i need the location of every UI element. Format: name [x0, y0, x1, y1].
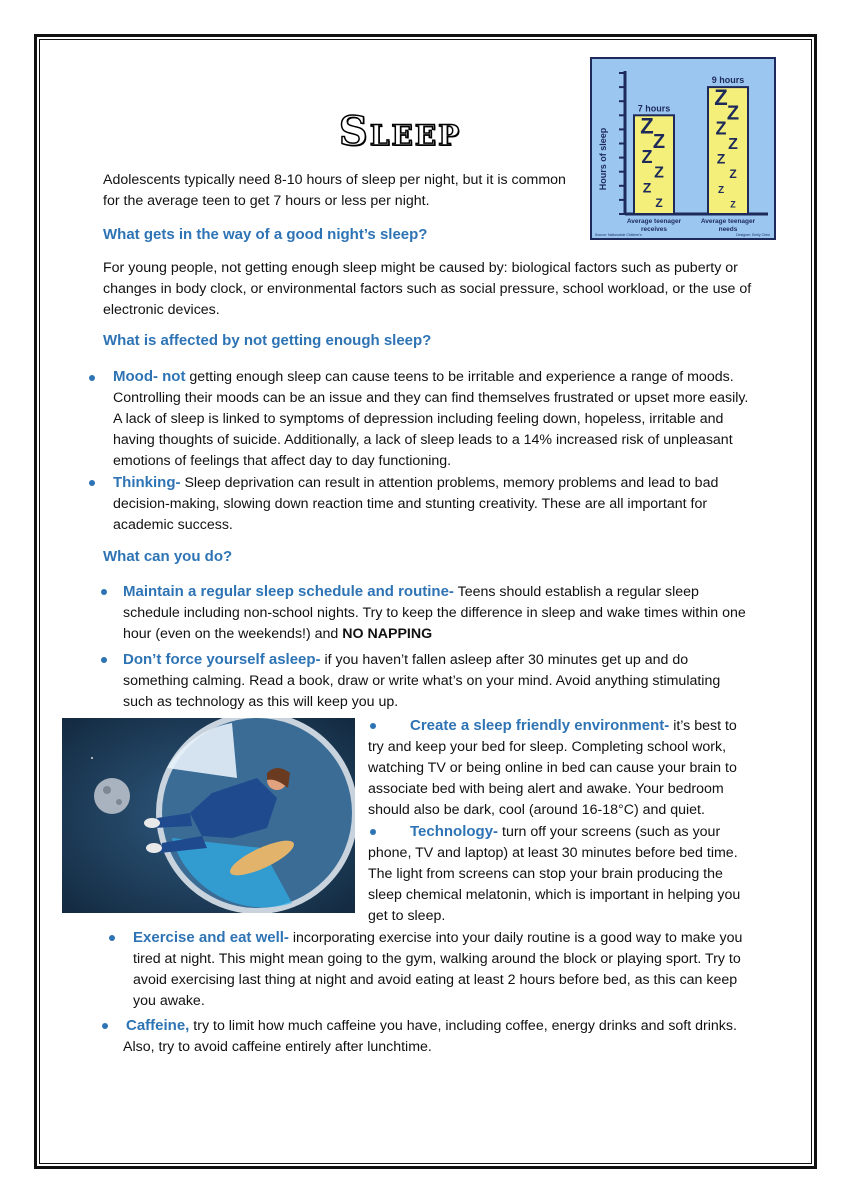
tip-text-dont-force: if you haven’t fallen asleep after 30 minutes get up and do something calming. Read a book, draw or write what’s on your mind. Avoid anything stimulating such as technology as this will keep you up.	[123, 652, 721, 710]
tip-label-exercise: Exercise and eat well-	[133, 929, 289, 946]
y-axis-label: Hours of sleep	[598, 127, 608, 191]
x-tick-label-receives-2: receives	[640, 226, 668, 233]
heading-sleep-obstacles: What gets in the way of a good night’s sleep?	[103, 226, 428, 243]
tip-item-caffeine	[123, 1015, 753, 1058]
tip-text-technology: turn off your screens (such as your phone, TV and laptop) at least 30 minutes before bed time. The light from screens can stop your brain producing the sleep chemical melatonin, which is important in helping you get to sleep.	[368, 824, 741, 924]
chart-credit: Designer: Emily Chen	[736, 233, 770, 237]
bullet-dot	[101, 657, 107, 663]
bar-z-glyph: Z	[726, 102, 740, 125]
tip-item-technology	[368, 821, 753, 927]
tip-text-environment: it’s best to try and keep your bed for sleep. Completing school work, watching TV or being online in bed can cause your brain to associate bed with being alert and awake. Your bedroom should also be dark, cool (around 16-18°C) and quiet.	[368, 718, 737, 818]
bar-z-glyph: Z	[715, 118, 727, 139]
tip-text-exercise: incorporating exercise into your daily routine is a good way to make you tired at night. This might mean going to the gym, walking around the block or playing sport. Try to avoid exercising last thing at night and avoid eating at least 2 hours before bed, as this can keep you awake.	[133, 930, 743, 1009]
bullet-dot	[89, 375, 95, 381]
bar-z-glyph: Z	[652, 131, 666, 154]
bar-z-glyph: Z	[714, 85, 728, 111]
bar-z-glyph: Z	[730, 199, 736, 210]
bar-z-glyph: Z	[717, 184, 725, 196]
x-tick-label-needs-2: needs	[718, 226, 738, 233]
tip-label-caffeine: Caffeine,	[126, 1017, 190, 1034]
x-tick-label-receives-1: Average teenager	[626, 218, 682, 225]
bar-z-glyph: Z	[640, 113, 654, 139]
tip-label-environment: Create a sleep friendly environment-	[410, 717, 670, 734]
sleep-hours-chart	[590, 57, 776, 240]
effect-item-mood	[113, 366, 758, 472]
tip-label-dont-force: Don’t force yourself asleep-	[123, 651, 321, 668]
chart-source: Source: Nationwide Children's	[595, 233, 642, 237]
sleep-obstacles-paragraph: For young people, not getting enough sleep might be caused by: biological factors such as puberty or changes in body clock, or environmental factors such as social pressure, school workload, or the use of electronic devices.	[103, 260, 752, 318]
tip-label-technology: Technology-	[410, 823, 499, 840]
bar-z-glyph: Z	[642, 179, 652, 196]
heading-sleep-effects: What is affected by not getting enough sleep?	[103, 332, 432, 349]
bar-z-glyph: Z	[655, 196, 663, 211]
effect-item-thinking	[113, 472, 758, 536]
bar-z-glyph: Z	[641, 146, 653, 167]
heading-what-can-you-do: What can you do?	[103, 548, 233, 565]
bullet-dot	[109, 935, 115, 941]
effect-label-thinking: Thinking-	[113, 474, 181, 491]
x-tick-label-needs-1: Average teenager	[700, 218, 756, 225]
tip-item-environment	[368, 715, 753, 821]
effect-text-mood: getting enough sleep can cause teens to be irritable and experience a range of moods. Controlling their moods can be an issue and they can find themselves frustrated or upset more easily. A lack of sleep is linked to symptoms of depression including feeling down, hopeless, irritable and having thoughts of suicide. Additionally, a lack of sleep leads to a 14% increased risk of unpleasant emotions of feelings that affect day to day functioning.	[113, 369, 749, 469]
bar-data-label: 9 hours	[711, 75, 745, 86]
effect-label-mood: Mood- not	[113, 368, 186, 385]
bar-z-glyph: Z	[654, 164, 664, 182]
tip-text-caffeine: try to limit how much caffeine you have, including coffee, energy drinks and soft drinks. Also, try to avoid caffeine entirely after lunchtime.	[123, 1018, 737, 1055]
page-title: Sleep	[338, 108, 462, 155]
bar-z-glyph: Z	[728, 135, 738, 153]
chart-svg	[592, 59, 774, 238]
tip-item-exercise	[133, 927, 753, 1012]
astronaut-sleeping-illustration	[62, 718, 355, 913]
tip-item-dont-force	[123, 649, 748, 713]
tip-item-schedule	[123, 581, 748, 645]
effect-text-thinking: Sleep deprivation can result in attention problems, memory problems and lead to bad decision-making, slowing down reaction time and stunting creativity. These are all important for academic success.	[113, 475, 719, 533]
bullet-dot	[89, 480, 95, 486]
tip-text-schedule: Teens should establish a regular sleep schedule including non-school nights. Try to keep the difference in sleep and wake times within one hour (even on the weekends!) and	[123, 584, 746, 642]
bar-z-glyph: Z	[716, 150, 726, 167]
bar-z-glyph: Z	[729, 167, 737, 182]
bar-data-label: 7 hours	[637, 103, 671, 114]
bullet-dot	[102, 1023, 108, 1029]
tip-emphasis-no-napping: NO NAPPING	[342, 626, 433, 642]
intro-paragraph: Adolescents typically need 8-10 hours of sleep per night, but it is common for the average teen to get 7 hours or less per night.	[103, 172, 566, 209]
bullet-dot	[101, 589, 107, 595]
tip-label-schedule: Maintain a regular sleep schedule and routine-	[123, 583, 454, 600]
